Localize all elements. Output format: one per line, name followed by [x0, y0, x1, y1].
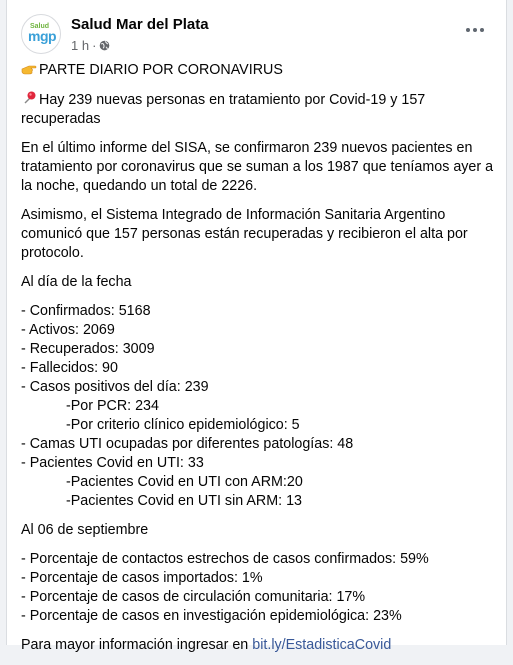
headline-text: Hay 239 nuevas personas en tratamiento por Covid-19 y 157 recuperadas [21, 92, 426, 127]
percentages-list [21, 550, 494, 626]
paragraph-recovered: Asimismo, el Sistema Integrado de Información Sanitaria Argentino comunicó que 157 personas están recuperadas y recibieron el alta por protocolo. [21, 207, 468, 261]
stat-recovered: - Recuperados: 3009 [21, 341, 155, 357]
stat-clinical: -Por criterio clínico epidemiológico: 5 [66, 417, 300, 433]
more-info-line [21, 636, 494, 655]
pointing-hand-icon [21, 60, 37, 76]
post-time[interactable]: 1 h [71, 38, 90, 53]
stat-positive-day: - Casos positivos del día: 239 [21, 379, 209, 395]
stat-confirmed: - Confirmados: 5168 [21, 303, 151, 319]
stat-icu-without-arm: -Pacientes Covid en UTI sin ARM: 13 [66, 493, 302, 509]
post-title-line [21, 60, 494, 80]
stat-active: - Activos: 2069 [21, 322, 115, 338]
avatar-logo-salud: Salud [30, 23, 50, 30]
pct-community: - Porcentaje de casos de circulación comunitaria: 17% [21, 589, 366, 605]
page-name[interactable]: Salud Mar del Plata [71, 16, 209, 33]
pct-close-contacts: - Porcentaje de contactos estrechos de casos confirmados: 59% [21, 551, 429, 567]
post-headline [21, 90, 494, 129]
date-intro: Al día de la fecha [21, 274, 132, 290]
avatar[interactable] [21, 14, 61, 54]
stat-covid-icu: - Pacientes Covid en UTI: 33 [21, 455, 204, 471]
stat-pcr: -Por PCR: 234 [66, 398, 159, 414]
post-card [6, 0, 507, 653]
statistics-link[interactable]: bit.ly/EstadisticaCovid [252, 637, 392, 653]
avatar-logo-mgp: mgp [28, 28, 57, 44]
post-body [21, 60, 494, 665]
meta-separator: · [92, 38, 97, 53]
stat-icu-with-arm: -Pacientes Covid en UTI con ARM:20 [66, 474, 303, 490]
post-header [21, 14, 492, 56]
pct-imported: - Porcentaje de casos importados: 1% [21, 570, 263, 586]
globe-icon [99, 40, 110, 51]
pct-investigation: - Porcentaje de casos en investigación epidemiológica: 23% [21, 608, 402, 624]
date-september: Al 06 de septiembre [21, 522, 149, 538]
more-options-icon[interactable] [460, 20, 490, 40]
stat-deceased: - Fallecidos: 90 [21, 360, 118, 376]
more-info-text: Para mayor información ingresar en [21, 637, 249, 653]
paragraph-sisa: En el último informe del SISA, se confirmaron 239 nuevos pacientes en tratamiento por coronavirus que se suman a los 1987 que teníamos ayer a la noche, quedando un total de 2226. [21, 140, 494, 194]
stats-list [21, 302, 494, 511]
pushpin-icon [21, 90, 37, 106]
post-meta [71, 38, 110, 53]
stat-icu-beds: - Camas UTI ocupadas por diferentes patologías: 48 [21, 436, 354, 452]
title-text: PARTE DIARIO POR CORONAVIRUS [39, 62, 283, 78]
